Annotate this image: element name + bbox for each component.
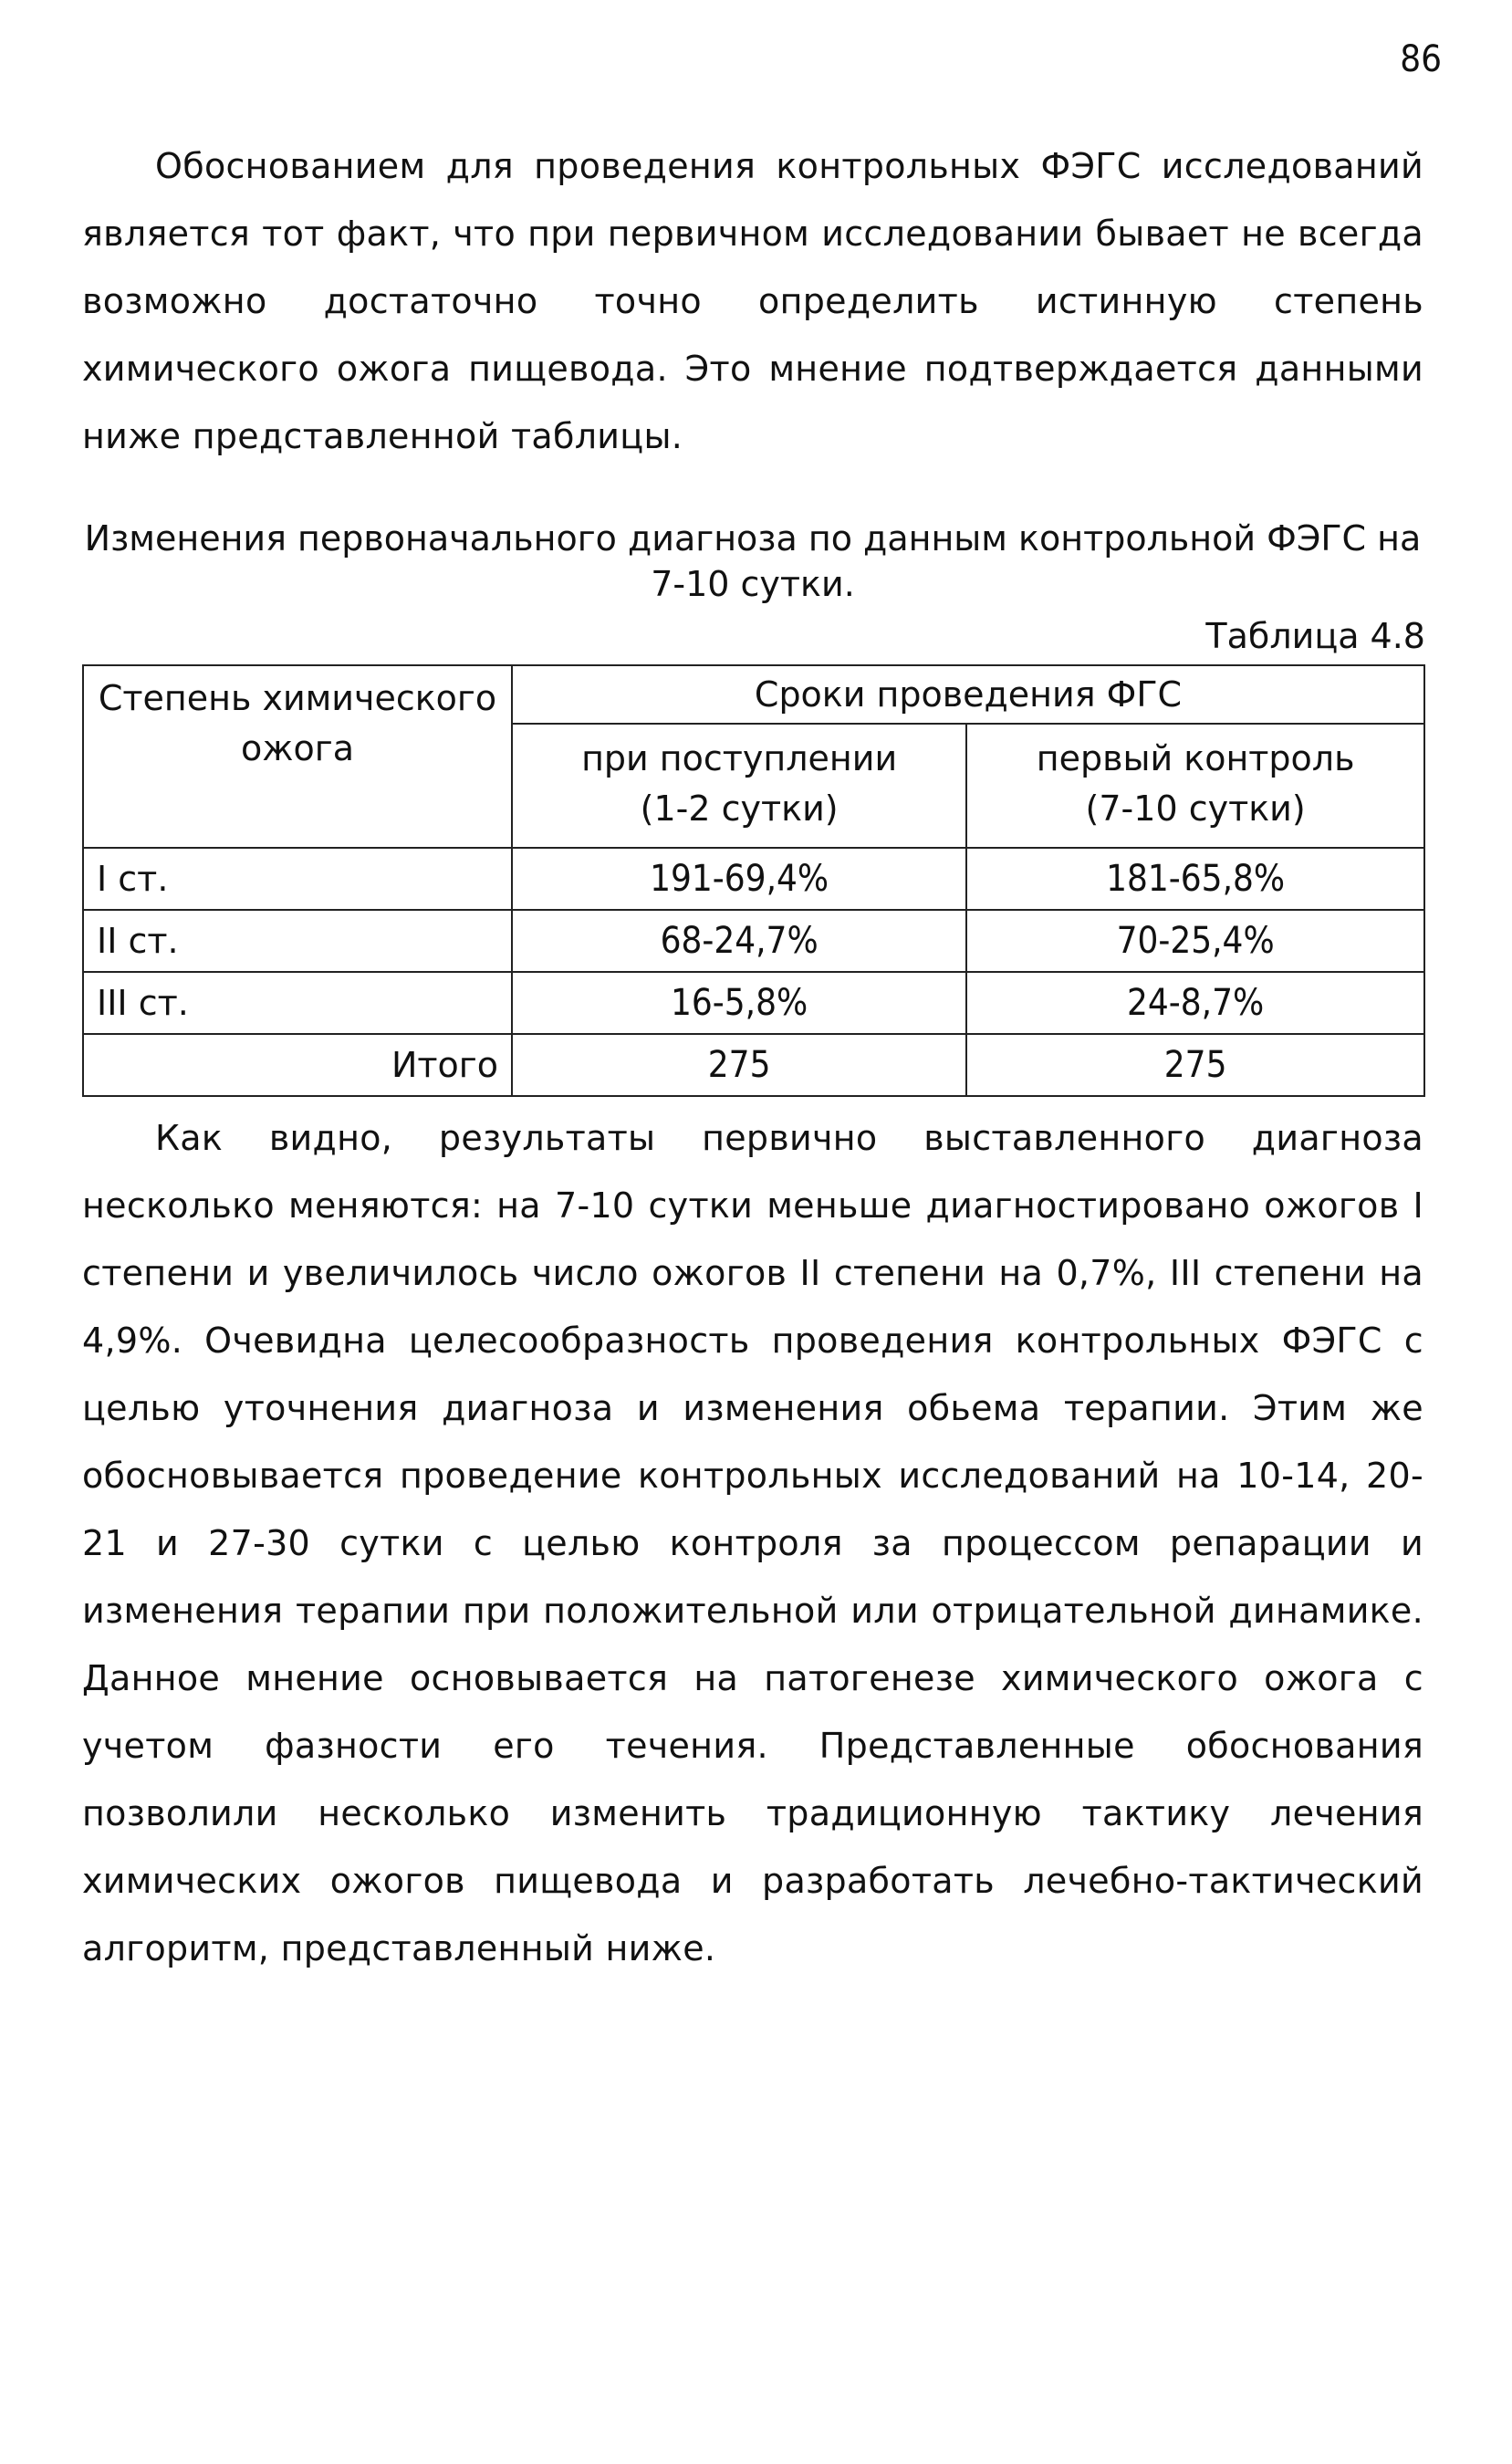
- conclusion-paragraph: [82, 1104, 1423, 1982]
- header-degree: Степень химического ожога: [83, 665, 512, 848]
- diagnosis-change-table: [82, 664, 1425, 1097]
- row-degree: III ст.: [83, 972, 512, 1034]
- total-admission-value: 275: [512, 1034, 966, 1096]
- header-control: [966, 724, 1424, 848]
- header-admission: [512, 724, 966, 848]
- table-caption-line-2: 7-10 сутки.: [651, 564, 855, 604]
- row-degree: I ст.: [83, 848, 512, 910]
- table-caption-line-1: Изменения первоначального диагноза по данным контрольной ФЭГС на: [84, 518, 1422, 559]
- header-control-line-2: (7-10 сутки): [1085, 788, 1306, 829]
- row-admission-value: 16-5,8%: [512, 972, 966, 1034]
- header-admission-line-2: (1-2 сутки): [640, 788, 839, 829]
- table-label: Таблица 4.8: [1205, 616, 1425, 656]
- row-degree: II ст.: [83, 910, 512, 972]
- table-header-row: [83, 665, 1424, 724]
- conclusion-paragraph-text: Как видно, результаты первично выставленного диагноза несколько меняются: на 7-10 сутки меньше диагностировано ожогов I степени и увеличилось число ожогов II степени на 0,7%, III степени на 4,9%. Очевидна целесообразность проведения контрольных ФЭГС с целью уточнения диагноза и изменения обьема терапии. Этим же обосновывается проведение контрольных исследований на 10-14, 20-21 и 27-30 сутки с целью контроля за процессом репарации и изменения терапии при положительной или отрицательной динамике. Данное мнение основывается на патогенезе химического ожога с учетом фазности его течения. Представленные обоснования позволили несколько изменить традиционную тактику лечения химических ожогов пищевода и разработать лечебно-тактический алгоритм, представленный ниже.: [82, 1118, 1423, 1968]
- row-control-value: 70-25,4%: [966, 910, 1424, 972]
- table-row: [83, 910, 1424, 972]
- header-admission-line-1: при поступлении: [581, 737, 898, 778]
- total-label: Итого: [83, 1034, 512, 1096]
- intro-paragraph: [82, 132, 1423, 470]
- table-caption: [82, 516, 1423, 607]
- row-admission-value: 68-24,7%: [512, 910, 966, 972]
- intro-paragraph-text: Обоснованием для проведения контрольных ФЭГС исследований является тот факт, что при первичном исследовании бывает не всегда возможно достаточно точно определить истинную степень химического ожога пищевода. Это мнение подтверждается данными ниже представленной таблицы.: [82, 146, 1423, 456]
- header-terms: Сроки проведения ФГС: [512, 665, 1424, 724]
- table-total-row: [83, 1034, 1424, 1096]
- header-control-line-1: первый контроль: [1036, 737, 1355, 778]
- table-row: [83, 848, 1424, 910]
- total-control-value: 275: [966, 1034, 1424, 1096]
- row-admission-value: 191-69,4%: [512, 848, 966, 910]
- page-number: 86: [1400, 38, 1442, 80]
- row-control-value: 24-8,7%: [966, 972, 1424, 1034]
- table-row: [83, 972, 1424, 1034]
- row-control-value: 181-65,8%: [966, 848, 1424, 910]
